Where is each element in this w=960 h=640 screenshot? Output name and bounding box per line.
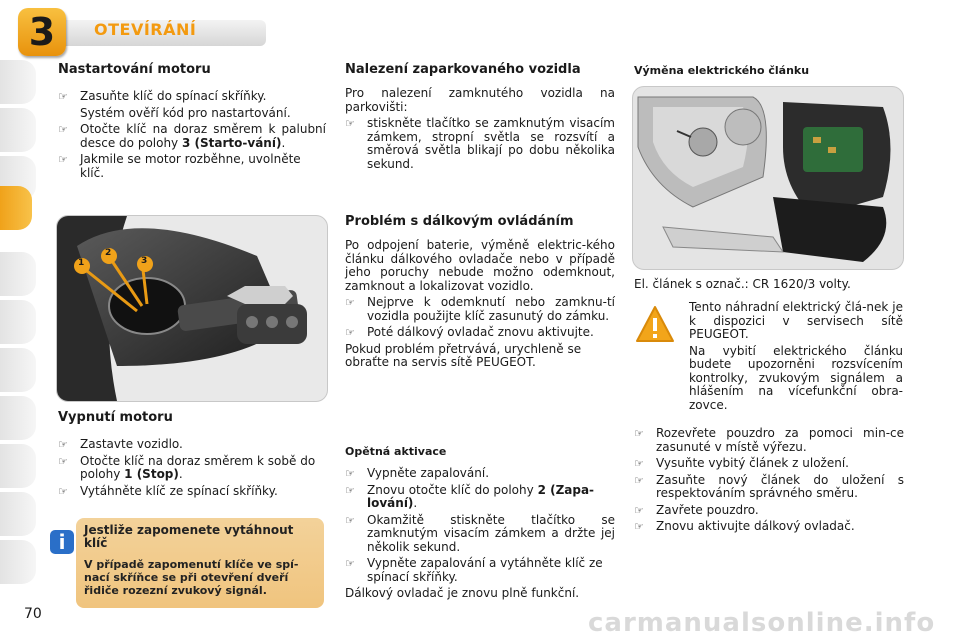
section-title-stop: Vypnutí motoru xyxy=(58,410,173,425)
ignition-illustration xyxy=(57,216,327,401)
section-start-engine xyxy=(58,62,326,183)
info-text: V případě zapomenutí klíče ve spí-nací skříňce se při otevření dveří řidiče rozezní zvukový signál. xyxy=(84,558,299,597)
warning-text: Na vybití elektrického článku budete upozorněni rozsvícením kontrolky, zvukovým signálem a hlášením na vícefunkční obra-zovce. xyxy=(689,343,903,412)
bullet-punct: . xyxy=(178,467,183,481)
watermark: carmanualsonline.info xyxy=(588,608,936,638)
sidebar-tab-6[interactable] xyxy=(0,300,36,344)
section-stop-engine xyxy=(58,410,326,501)
bullet: ☞ Vypněte zapalování a vytáhněte klíč ze spínací skříňky. xyxy=(345,557,615,584)
bullet xyxy=(58,123,326,150)
section-title-find: Nalezení zaparkovaného vozidla xyxy=(345,62,581,77)
position-label: 1 (Stop) xyxy=(124,467,179,481)
bullet: ☞ Vysuňte vybitý článek z uložení. xyxy=(634,457,904,471)
position-label: 2 (Zapa-lování) xyxy=(367,482,595,510)
section-reactivation xyxy=(345,445,615,601)
bullet: ☞ Rozevřete pouzdro za pomoci min-ce zasunuté v místě výřezu. xyxy=(634,427,904,454)
remote-key-illustration xyxy=(633,87,903,269)
battery-caption: El. článek s označ.: CR 1620/3 volty. xyxy=(634,277,851,291)
info-box xyxy=(76,518,324,608)
bullet: ☞ Okamžitě stiskněte tlačítko se zamknutým visacím zámkem a držte jej několik sekund. xyxy=(345,514,615,555)
warning-icon xyxy=(635,305,675,343)
bullet-text: Otočte klíč na doraz směrem k sobě do polohy xyxy=(80,453,316,481)
bullet-text: Otočte klíč na doraz směrem k palubní desce do polohy xyxy=(80,122,326,150)
sidebar-tab-8[interactable] xyxy=(0,396,36,440)
position-label-1: 1 xyxy=(78,258,85,268)
sidebar-tab-5[interactable] xyxy=(0,252,36,296)
section-title-start: Nastartování motoru xyxy=(58,62,211,77)
info-icon: i xyxy=(50,530,74,554)
battery-steps xyxy=(634,424,904,537)
paragraph: Pokud problém přetrvává, urychleně se obraťte na servis sítě PEUGEOT. xyxy=(345,341,582,369)
bullet: ☞ Zasuňte klíč do spínací skříňky. xyxy=(58,90,326,104)
bullet: ☞ Nejprve k odemknutí nebo zamknu-tí vozidla použijte klíč zasunutý do zámku. xyxy=(345,296,615,323)
bullet: ☞ stiskněte tlačítko se zamknutým visacím zámkem, stropní světla se rozsvítí a směrová světla blikají po dobu několika sekund. xyxy=(345,117,615,171)
position-label-3: 3 xyxy=(141,256,148,266)
page-number: 70 xyxy=(24,606,42,622)
ignition-photo xyxy=(56,215,328,402)
battery-photo xyxy=(632,86,904,270)
bullet: ☞ Zasuňte nový článek do uložení s respektováním správného směru. xyxy=(634,474,904,501)
paragraph: Dálkový ovladač je znovu plně funkční. xyxy=(345,586,580,600)
paragraph: Pro nalezení zamknutého vozidla na parkovišti: xyxy=(345,86,615,114)
bullet: ☞ Jakmile se motor rozběhne, uvolněte klíč. xyxy=(58,153,326,180)
chapter-number-badge: 3 xyxy=(18,8,66,56)
section-find-vehicle xyxy=(345,62,615,174)
position-label-2: 2 xyxy=(105,248,112,258)
info-title: Jestliže zapomenete vytáhnout klíč xyxy=(84,523,294,550)
bullet xyxy=(345,484,615,511)
bullet: ☞ Vytáhněte klíč ze spínací skříňky. xyxy=(58,485,326,499)
warning-text: Tento náhradní elektrický člá-nek je k dispozici v servisech sítě PEUGEOT. xyxy=(689,300,903,341)
sidebar-tab-11[interactable] xyxy=(0,540,36,584)
bullet-punct: . xyxy=(413,496,418,510)
section-remote-problem xyxy=(345,214,615,370)
paragraph: Systém ověří kód pro nastartování. xyxy=(80,105,291,120)
sidebar-tab-7[interactable] xyxy=(0,348,36,392)
section-title-battery: Výměna elektrického článku xyxy=(634,64,810,77)
sidebar-tab-2[interactable] xyxy=(0,108,36,152)
bullet: ☞ Poté dálkový ovladač znovu aktivujte. xyxy=(345,326,615,340)
sidebar-tab-10[interactable] xyxy=(0,492,36,536)
bullet: ☞ Znovu aktivujte dálkový ovladač. xyxy=(634,520,904,534)
bullet xyxy=(58,455,326,482)
bullet: ☞ Vypněte zapalování. xyxy=(345,467,615,481)
sidebar-tab-9[interactable] xyxy=(0,444,36,488)
section-title-problem: Problém s dálkovým ovládáním xyxy=(345,214,574,229)
bullet: ☞ Zastavte vozidlo. xyxy=(58,438,326,452)
bullet-punct: . xyxy=(281,135,286,150)
paragraph: Po odpojení baterie, výměně elektric-kého článku dálkového ovladače nebo v případě jeho poruchy nebude možno odemknout, zamknout a lokalizovat vozidlo. xyxy=(345,238,615,293)
chapter-title: OTEVÍRÁNÍ xyxy=(94,20,197,39)
section-title-reactivation: Opětná aktivace xyxy=(345,445,447,458)
sidebar-tab-active[interactable] xyxy=(0,186,32,230)
bullet: ☞ Zavřete pouzdro. xyxy=(634,504,904,518)
position-label: 3 (Starto-vání) xyxy=(182,135,282,150)
bullet-text: Znovu otočte klíč do polohy xyxy=(367,482,534,497)
warning-box xyxy=(689,301,903,412)
sidebar-tab-1[interactable] xyxy=(0,60,36,104)
